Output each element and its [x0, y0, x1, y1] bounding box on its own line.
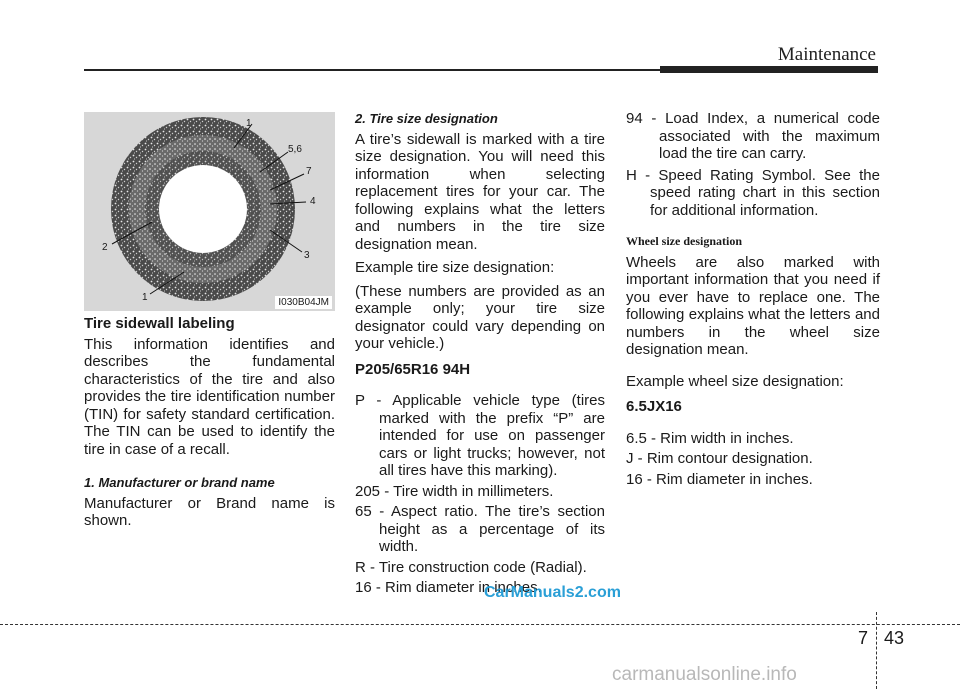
wheel-example-value: 6.5JX16 — [626, 398, 682, 415]
tire-size-heading: 2. Tire size designation — [355, 111, 498, 126]
callout-7: 7 — [306, 166, 312, 177]
figure-code: I030B04JM — [275, 296, 332, 309]
wheel-size-body: Wheels are also marked with important information that you need if you ever have to replace one. The following explains what the letters and numbers in the wheel size designation mean. — [626, 253, 880, 358]
tire-hub-hole — [159, 165, 247, 253]
footer-divider — [876, 612, 877, 689]
wheel-item-j: J - Rim contour designation. — [626, 450, 813, 467]
callout-2: 2 — [102, 242, 108, 253]
header-rule — [84, 69, 660, 71]
chapter-number: 7 — [858, 628, 869, 648]
tire-item-p: P - Applicable vehicle type (tires marked with the prefix “P” are intended for use on passenger cars or light trucks; however, not all tires have this marking). — [355, 392, 605, 479]
tire-item-r: R - Tire construction code (Radial). — [355, 558, 587, 576]
sidewall-intro: This information identifies and describes the fundamental characteristics of the tire and also provides the tire identification number (TIN) for safety standard certification. The TIN can be used to identify the tire in case of a recall. — [84, 335, 335, 458]
callout-4: 4 — [310, 196, 316, 207]
header-bar — [660, 66, 878, 73]
section-title: Maintenance — [777, 44, 876, 65]
callout-1-top: 1 — [246, 118, 252, 129]
wheel-item-6-5: 6.5 - Rim width in inches. — [626, 429, 794, 447]
callout-5-6: 5,6 — [288, 144, 302, 155]
column-3 — [626, 110, 880, 488]
tire-item-h: H - Speed Rating Symbol. See the speed rating chart in this section for additional information. — [626, 166, 880, 219]
tire-item-65: 65 - Aspect ratio. The tire’s section height as a percentage of its width. — [355, 503, 605, 555]
tire-size-body: A tire’s sidewall is marked with a tire size designation. You will need this information when selecting replacement tires for your car. The following explains what the letters and numbers in the tire size designation mean. — [355, 130, 605, 253]
site-watermark: carmanualsonline.info — [612, 664, 797, 685]
callout-3: 3 — [304, 250, 310, 261]
tire-example-note: (These numbers are provided as an example only; your tire size designator could vary depending on your vehicle.) — [355, 282, 605, 352]
column-1 — [84, 112, 335, 530]
wheel-example-label: Example wheel size designation: — [626, 372, 844, 390]
tire-example-value: P205/65R16 94H — [355, 360, 471, 378]
page-number: 43 — [884, 628, 905, 648]
column-2 — [355, 110, 605, 597]
tire-item-205: 205 - Tire width in millimeters. — [355, 482, 554, 500]
wheel-item-16: 16 - Rim diameter in inches. — [626, 470, 813, 488]
tire-item-16: 16 - Rim diameter in inches. — [355, 579, 542, 596]
tire-illustration — [84, 112, 335, 311]
tire-example-label: Example tire size designation: — [355, 259, 555, 276]
wheel-size-heading: Wheel size designation — [626, 234, 742, 248]
tire-item-94: 94 - Load Index, a numerical code associated with the maximum load the tire can carry. — [626, 110, 880, 162]
sidewall-heading: Tire sidewall labeling — [84, 315, 235, 332]
manufacturer-body: Manufacturer or Brand name is shown. — [84, 494, 335, 529]
watermark-link[interactable]: CarManuals2.com — [484, 584, 621, 601]
footer-rule — [0, 624, 960, 625]
tire-sidewall-figure — [84, 112, 335, 311]
manufacturer-heading: 1. Manufacturer or brand name — [84, 475, 275, 490]
callout-1-bottom: 1 — [142, 292, 148, 303]
